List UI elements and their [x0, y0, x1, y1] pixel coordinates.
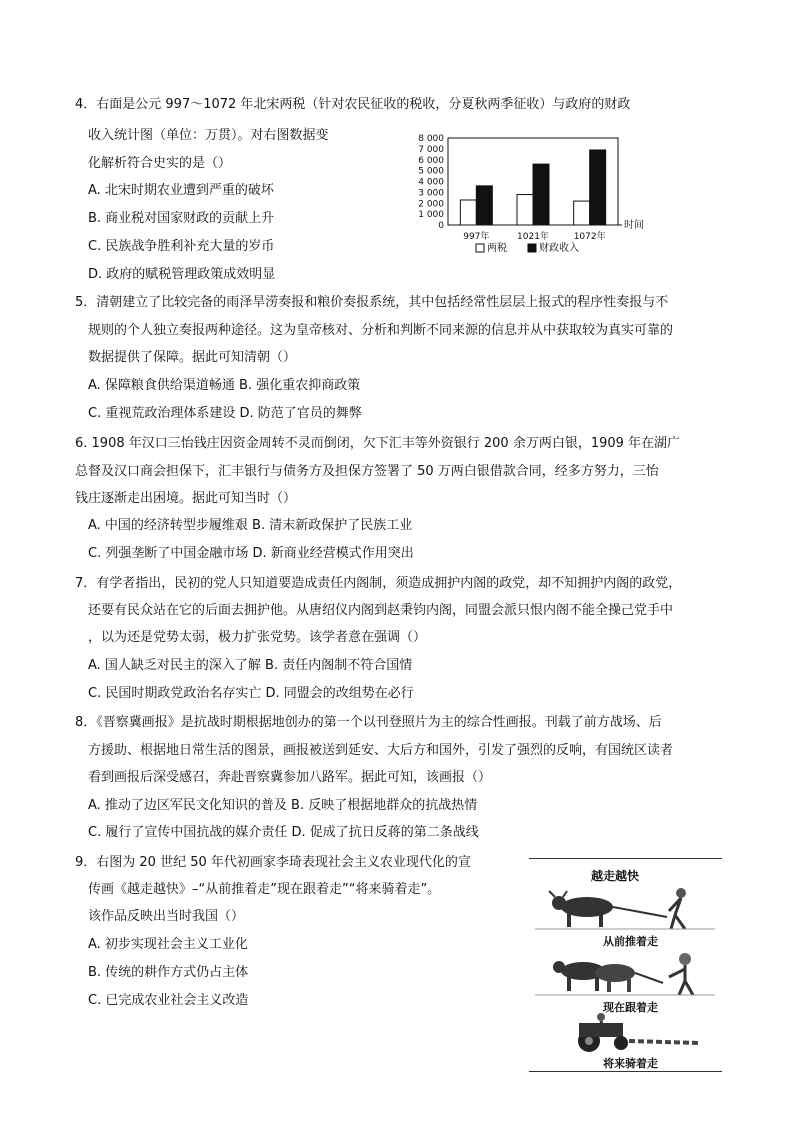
q5-options-cd: C. 重视荒政治理体系建设 D. 防范了官员的舞弊 — [88, 406, 362, 421]
x-tick-label: 1072年 — [573, 232, 606, 242]
bar-revenue — [590, 150, 606, 225]
x-tick-label: 997年 — [463, 232, 490, 242]
q4-stem-line-3: 化解析符合史实的是（） — [88, 156, 232, 171]
q8-stem-line-1: 8．《晋察冀画报》是抗战时期根据地创办的第一个以刊登照片为主的综合性画报。刊载了前方战场、后 — [75, 715, 662, 730]
y-tick-label: 4 000 — [418, 177, 444, 188]
q8-stem-line-2: 方援助、根据地日常生活的图景，画报被送到延安、大后方和国外，引发了强烈的反响，有国统区读者 — [88, 743, 674, 758]
legend-swatch — [528, 244, 536, 252]
q4-option-b: B. 商业税对国家财政的贡献上升 — [88, 211, 275, 226]
propaganda-poster-illustration — [529, 858, 722, 1072]
q6-stem-line-3: 钱庄逐渐走出困境。据此可知当时（） — [75, 491, 297, 506]
legend-label: 财政收入 — [539, 243, 579, 254]
q6-stem-line-1: 6. 1908 年汉口三怡钱庄因资金周转不灵而倒闭，欠下汇丰等外资银行 200 余万两白银，1909 年在湖广 — [75, 436, 681, 451]
tax-revenue-bar-chart — [408, 128, 643, 268]
q5-stem-line-2: 规则的个人独立奏报两种途径。这为皇帝核对、分析和判断不同来源的信息并从中获取较为真实可靠的 — [88, 323, 674, 338]
chart-svg — [408, 128, 643, 268]
y-tick-label: 2 000 — [418, 199, 444, 210]
poster-caption-3: 将来骑着走 — [603, 1057, 658, 1070]
q8-options-ab: A. 推动了边区军民文化知识的普及 B. 反映了根据地群众的抗战热情 — [88, 798, 478, 813]
q5-stem-line-1: 5．清朝建立了比较完备的雨泽旱涝奏报和粮价奏报系统，其中包括经常性层层上报式的程序性奏报与不 — [75, 295, 669, 310]
q8-options-cd: C. 履行了宣传中国抗战的媒介责任 D. 促成了抗日反蒋的第二条战线 — [88, 825, 479, 840]
q9-option-b: B. 传统的耕作方式仍占主体 — [88, 965, 249, 980]
y-tick-label: 7 000 — [418, 144, 444, 155]
q9-option-c: C. 已完成农业社会主义改造 — [88, 993, 249, 1008]
x-tick-label: 1021年 — [517, 232, 549, 242]
legend-swatch — [476, 244, 484, 252]
y-tick-label: 6 000 — [418, 155, 444, 166]
poster-caption-2: 现在跟着走 — [603, 1001, 658, 1014]
q5-stem-line-3: 数据提供了保障。据此可知清朝（） — [88, 350, 297, 365]
y-tick-label: 0 — [438, 221, 444, 231]
q4-option-d: D. 政府的赋税管理政策成效明显 — [88, 267, 276, 282]
legend-label: 两税 — [487, 243, 507, 254]
ox-plow-drawing — [535, 887, 715, 931]
oxen-team-drawing — [535, 951, 715, 997]
bar-revenue — [533, 164, 549, 225]
bar-liangshui — [574, 201, 590, 225]
q8-stem-line-3: 看到画报后深受感召，奔赴晋察冀参加八路军。据此可知，该画报（） — [88, 770, 492, 785]
y-tick-label: 1 000 — [418, 210, 444, 221]
y-tick-label: 8 000 — [418, 134, 444, 144]
tractor-drawing — [559, 1013, 709, 1053]
q4-option-a: A. 北宋时期农业遭到严重的破坏 — [88, 183, 274, 198]
bar-liangshui — [517, 195, 533, 225]
poster-title: 越走越快 — [591, 869, 640, 883]
y-tick-label: 5 000 — [418, 166, 444, 177]
poster-caption-1: 从前推着走 — [603, 935, 658, 948]
q7-options-cd: C. 民国时期政党政治名存实亡 D. 同盟会的改组势在必行 — [88, 686, 414, 701]
q5-options-ab: A. 保障粮食供给渠道畅通 B. 强化重农抑商政策 — [88, 378, 361, 393]
q9-stem-line-3: 该作品反映出当时我国（） — [88, 909, 245, 924]
q4-stem-line-1: 4．右面是公元 997～1072 年北宋两税（针对农民征收的税收，分夏秋两季征收）与政府的财政 — [75, 97, 631, 112]
q9-option-a: A. 初步实现社会主义工业化 — [88, 937, 248, 952]
q7-stem-line-1: 7．有学者指出，民初的党人只知道要造成责任内阁制，须造成拥护内阁的政党，却不知拥护内阁的政党， — [75, 576, 682, 591]
x-axis-label: 时间 — [624, 220, 643, 231]
q9-stem-line-1: 9．右图为 20 世纪 50 年代初画家李琦表现社会主义农业现代化的宣 — [75, 855, 471, 870]
q6-stem-line-2: 总督及汉口商会担保下，汇丰银行与债务方及担保方签署了 50 万两白银借款合同，经多方努力，三怡 — [75, 464, 659, 479]
q4-option-c: C. 民族战争胜利补充大量的岁币 — [88, 239, 275, 254]
q7-stem-line-2: 还要有民众站在它的后面去拥护他。从唐绍仪内阁到赵秉钧内阁，同盟会派只恨内阁不能全操己党手中 — [88, 603, 674, 618]
q9-stem-line-2: 传画《越走越快》–“从前推着走”现在跟着走”“将来骑着走”。 — [88, 882, 441, 897]
y-tick-label: 3 000 — [418, 188, 444, 199]
q6-options-ab: A. 中国的经济转型步履维艰 B. 清末新政保护了民族工业 — [88, 518, 413, 533]
bar-revenue — [476, 186, 492, 225]
q6-options-cd: C. 列强垄断了中国金融市场 D. 新商业经营模式作用突出 — [88, 546, 414, 561]
q7-stem-line-3: ，以为还是党势太弱，极力扩张党势。该学者意在强调（） — [88, 630, 427, 645]
q7-options-ab: A. 国人缺乏对民主的深入了解 B. 责任内阁制不符合国情 — [88, 658, 413, 673]
q4-stem-line-2: 收入统计图（单位：万贯）。对右图数据变 — [88, 128, 329, 143]
bar-liangshui — [460, 200, 476, 225]
